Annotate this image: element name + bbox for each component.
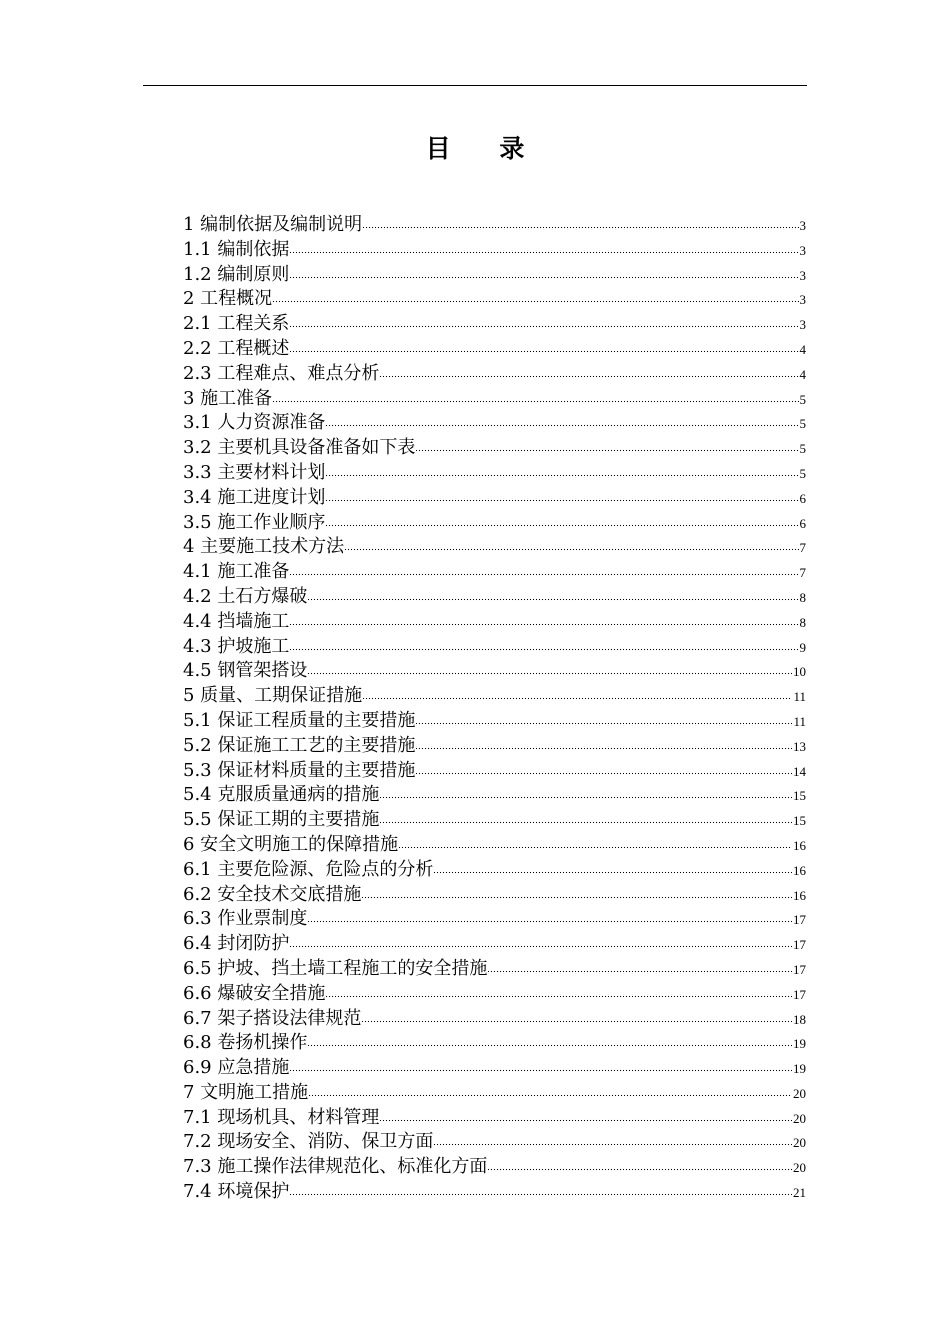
toc-entry-page-number: 20 — [793, 1160, 806, 1176]
toc-entry-label: 5.3 保证材料质量的主要措施 — [183, 759, 416, 781]
toc-entry[interactable] — [183, 808, 806, 833]
toc-entry-label: 2.1 工程关系 — [183, 313, 290, 335]
toc-entry-page-number: 8 — [799, 614, 806, 630]
toc-entry-page-number: 4 — [799, 341, 806, 357]
toc-entry[interactable] — [183, 362, 806, 387]
dot-leader — [325, 499, 798, 502]
dot-leader — [433, 871, 792, 874]
toc-entry-label: 4.3 护坡施工 — [183, 635, 290, 657]
toc-entry-label: 4.5 钢管架搭设 — [183, 660, 308, 682]
toc-entry-label: 3.5 施工作业顺序 — [183, 511, 326, 533]
toc-entry[interactable] — [183, 436, 806, 461]
dot-leader — [379, 821, 792, 824]
dot-leader — [308, 1094, 792, 1097]
toc-entry-label: 3.2 主要机具设备准备如下表 — [183, 437, 416, 459]
table-of-contents — [183, 213, 806, 1205]
toc-entry-page-number: 17 — [793, 961, 806, 977]
dot-leader — [379, 375, 798, 378]
toc-entry-label: 5 质量、工期保证措施 — [183, 685, 363, 707]
dot-leader — [361, 896, 792, 899]
toc-entry-label: 3 施工准备 — [183, 387, 273, 409]
toc-entry[interactable] — [183, 1081, 806, 1106]
dot-leader — [289, 251, 798, 254]
toc-entry[interactable] — [183, 982, 806, 1007]
toc-entry-label: 6.1 主要危险源、危险点的分析 — [183, 858, 434, 880]
toc-entry[interactable] — [183, 932, 806, 957]
dot-leader — [415, 449, 798, 452]
toc-entry-page-number: 5 — [799, 465, 806, 481]
toc-entry[interactable] — [183, 709, 806, 734]
toc-entry-page-number: 6 — [799, 490, 806, 506]
toc-entry-page-number: 3 — [799, 218, 806, 233]
toc-entry-page-number: 7 — [799, 565, 806, 581]
toc-entry[interactable] — [183, 238, 806, 263]
toc-entry[interactable] — [183, 610, 806, 635]
toc-entry-page-number: 9 — [799, 639, 806, 655]
toc-entry[interactable] — [183, 635, 806, 660]
toc-entry-label: 6.3 作业票制度 — [183, 908, 308, 930]
toc-entry-page-number: 18 — [793, 1011, 806, 1027]
toc-entry[interactable] — [183, 411, 806, 436]
dot-leader — [379, 1119, 792, 1122]
dot-leader — [325, 474, 798, 477]
toc-entry-label: 4 主要施工技术方法 — [183, 536, 345, 558]
toc-entry[interactable] — [183, 1155, 806, 1180]
dot-leader — [398, 846, 792, 849]
toc-entry-page-number: 3 — [799, 242, 806, 258]
toc-entry-label: 3.4 施工进度计划 — [183, 486, 326, 508]
toc-entry[interactable] — [183, 461, 806, 486]
toc-entry-page-number: 20 — [793, 1110, 806, 1126]
toc-entry-label: 5.4 克服质量通病的措施 — [183, 784, 380, 806]
toc-entry-label: 6.6 爆破安全措施 — [183, 982, 326, 1004]
toc-entry-label: 5.2 保证施工工艺的主要措施 — [183, 734, 416, 756]
toc-entry[interactable] — [183, 957, 806, 982]
dot-leader — [289, 623, 798, 626]
dot-leader — [362, 226, 798, 229]
toc-entry-page-number: 11 — [793, 689, 806, 705]
dot-leader — [415, 722, 792, 725]
toc-entry-page-number: 4 — [799, 366, 806, 382]
toc-entry-page-number: 5 — [799, 391, 806, 407]
dot-leader — [289, 573, 798, 576]
dot-leader — [289, 350, 798, 353]
toc-entry-label: 1.2 编制原则 — [183, 263, 290, 285]
toc-entry[interactable] — [183, 585, 806, 610]
toc-entry[interactable] — [183, 1007, 806, 1032]
toc-entry[interactable] — [183, 883, 806, 908]
toc-entry-label: 4.1 施工准备 — [183, 561, 290, 583]
toc-entry[interactable] — [183, 833, 806, 858]
toc-entry-page-number: 5 — [799, 441, 806, 457]
dot-leader — [325, 424, 798, 427]
dot-leader — [487, 1168, 792, 1171]
toc-entry-page-number: 19 — [793, 1036, 806, 1052]
toc-entry[interactable] — [183, 907, 806, 932]
dot-leader — [289, 1069, 792, 1072]
toc-entry-label: 6.9 应急措施 — [183, 1057, 290, 1079]
page-title: 目 录 — [425, 134, 545, 163]
toc-entry-label: 1.1 编制依据 — [183, 238, 290, 260]
toc-entry-label: 2 工程概况 — [183, 288, 273, 310]
toc-entry[interactable] — [183, 659, 806, 684]
dot-leader — [307, 672, 792, 675]
dot-leader — [433, 1143, 792, 1146]
toc-entry-page-number: 7 — [799, 540, 806, 556]
toc-entry-page-number: 17 — [793, 986, 806, 1002]
dot-leader — [272, 300, 798, 303]
toc-entry-label: 6.4 封闭防护 — [183, 933, 290, 955]
toc-entry-page-number: 19 — [793, 1061, 806, 1077]
toc-entry-page-number: 17 — [793, 912, 806, 928]
toc-entry[interactable] — [183, 783, 806, 808]
dot-leader — [344, 548, 798, 551]
toc-entry[interactable] — [183, 1130, 806, 1155]
toc-entry[interactable] — [183, 535, 806, 560]
toc-entry-label: 2.3 工程难点、难点分析 — [183, 362, 380, 384]
toc-entry[interactable] — [183, 560, 806, 585]
toc-entry-label: 6.5 护坡、挡土墙工程施工的安全措施 — [183, 957, 488, 979]
toc-entry-page-number: 3 — [799, 317, 806, 333]
dot-leader — [487, 970, 792, 973]
toc-entry[interactable] — [183, 684, 806, 709]
toc-entry-label: 5.1 保证工程质量的主要措施 — [183, 709, 416, 731]
toc-entry-page-number: 15 — [793, 813, 806, 829]
toc-entry-page-number: 8 — [799, 589, 806, 605]
dot-leader — [325, 995, 792, 998]
dot-leader — [415, 747, 792, 750]
toc-entry[interactable] — [183, 511, 806, 536]
dot-leader — [289, 325, 798, 328]
toc-entry-page-number: 21 — [793, 1185, 806, 1201]
toc-entry-page-number: 17 — [793, 937, 806, 953]
toc-entry[interactable] — [183, 263, 806, 288]
dot-leader — [379, 796, 792, 799]
toc-entry-page-number: 3 — [799, 292, 806, 308]
dot-leader — [307, 598, 798, 601]
dot-leader — [289, 1193, 792, 1196]
toc-entry-page-number: 5 — [799, 416, 806, 432]
toc-entry-label: 3.1 人力资源准备 — [183, 412, 326, 434]
dot-leader — [415, 772, 792, 775]
toc-entry[interactable] — [183, 213, 806, 238]
dot-leader — [289, 945, 792, 948]
dot-leader — [361, 1020, 792, 1023]
toc-entry-label: 6.8 卷扬机操作 — [183, 1032, 308, 1054]
toc-entry-page-number: 16 — [793, 862, 806, 878]
toc-entry-page-number: 3 — [799, 267, 806, 283]
toc-entry-page-number: 10 — [793, 664, 806, 680]
toc-entry-page-number: 20 — [793, 1085, 806, 1101]
toc-entry-label: 2.2 工程概述 — [183, 337, 290, 359]
toc-entry[interactable] — [183, 312, 806, 337]
toc-entry-label: 1 编制依据及编制说明 — [183, 214, 363, 235]
toc-entry-page-number: 16 — [793, 887, 806, 903]
toc-entry[interactable] — [183, 858, 806, 883]
dot-leader — [362, 697, 792, 700]
toc-entry-page-number: 20 — [793, 1135, 806, 1151]
toc-entry-label: 4.2 土石方爆破 — [183, 585, 308, 607]
toc-entry-label: 7.3 施工操作法律规范化、标准化方面 — [183, 1156, 488, 1178]
toc-entry-page-number: 16 — [793, 837, 806, 853]
toc-entry[interactable] — [183, 387, 806, 412]
dot-leader — [325, 524, 798, 527]
toc-entry-page-number: 13 — [793, 738, 806, 754]
toc-entry-label: 3.3 主要材料计划 — [183, 461, 326, 483]
toc-entry-label: 7 文明施工措施 — [183, 1081, 309, 1103]
toc-entry[interactable] — [183, 759, 806, 784]
toc-entry-label: 5.5 保证工期的主要措施 — [183, 809, 380, 831]
toc-entry[interactable] — [183, 1056, 806, 1081]
toc-entry-label: 6 安全文明施工的保障措施 — [183, 833, 399, 855]
dot-leader — [289, 648, 798, 651]
toc-entry[interactable] — [183, 486, 806, 511]
toc-entry-label: 6.2 安全技术交底措施 — [183, 883, 362, 905]
toc-entry-page-number: 14 — [793, 763, 806, 779]
dot-leader — [289, 276, 798, 279]
toc-entry-label: 7.1 现场机具、材料管理 — [183, 1106, 380, 1128]
dot-leader — [307, 1044, 792, 1047]
toc-entry[interactable] — [183, 734, 806, 759]
toc-entry[interactable] — [183, 287, 806, 312]
toc-entry[interactable] — [183, 337, 806, 362]
toc-entry[interactable] — [183, 1180, 806, 1205]
toc-entry-page-number: 11 — [793, 713, 806, 729]
toc-entry-page-number: 15 — [793, 788, 806, 804]
toc-entry-label: 7.2 现场安全、消防、保卫方面 — [183, 1131, 434, 1153]
dot-leader — [272, 400, 798, 403]
toc-entry-label: 4.4 挡墙施工 — [183, 610, 290, 632]
toc-entry-page-number: 6 — [799, 515, 806, 531]
toc-entry[interactable] — [183, 1031, 806, 1056]
toc-entry-label: 6.7 架子搭设法律规范 — [183, 1007, 362, 1029]
toc-entry-label: 7.4 环境保护 — [183, 1181, 290, 1203]
dot-leader — [307, 920, 792, 923]
header-rule — [143, 85, 807, 86]
toc-entry[interactable] — [183, 1106, 806, 1131]
